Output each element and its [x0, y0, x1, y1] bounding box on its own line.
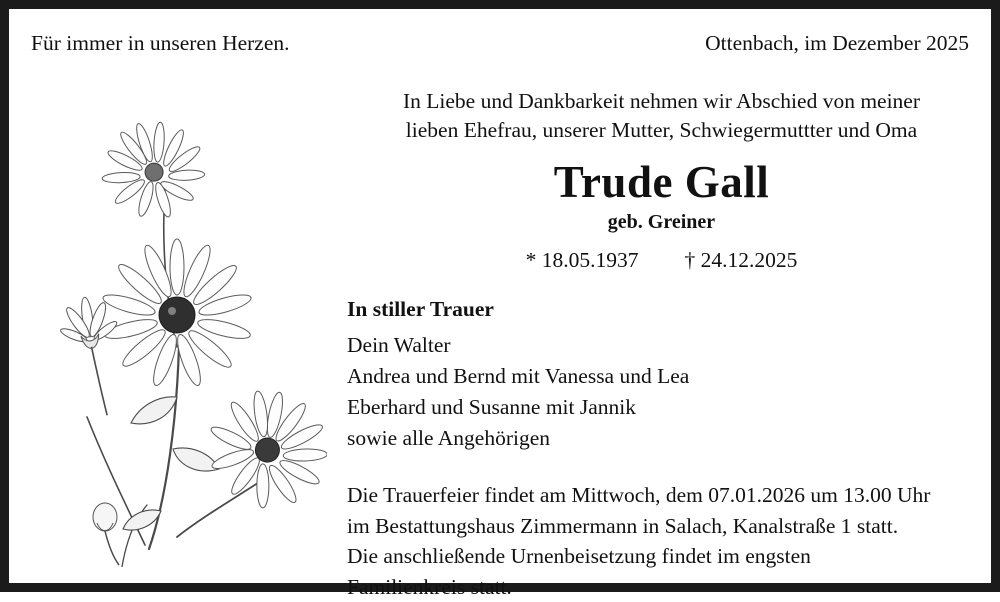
mourning-heading: In stiller Trauer — [347, 296, 494, 321]
deceased-name: Trude Gall — [553, 157, 770, 208]
intro-line-2: lieben Ehefrau, unserer Mutter, Schwiegermuttter und Oma — [405, 118, 918, 143]
mourner-line: sowie alle Angehörigen — [347, 426, 551, 451]
intro-line-1: In Liebe und Dankbarkeit nehmen wir Abschied von meiner — [402, 89, 921, 113]
ceremony-line: Die anschließende Urnenbeisetzung findet im engsten — [347, 544, 811, 569]
announcement-text — [339, 87, 984, 602]
place-date-text: Ottenbach, im Dezember 2025 — [705, 31, 969, 55]
ceremony-details — [339, 480, 984, 602]
birth-date: * 18.05.1937 — [525, 247, 639, 272]
motto-text: Für immer in unseren Herzen. — [31, 31, 290, 55]
maiden-name: geb. Greiner — [607, 210, 716, 233]
ceremony-line: Die Trauerfeier findet am Mittwoch, dem 07.01.2026 um 13.00 Uhr — [347, 483, 931, 508]
mourner-line: Eberhard und Susanne mit Jannik — [347, 395, 637, 420]
obituary-inner — [9, 9, 991, 599]
mourners-list — [339, 330, 984, 455]
ceremony-line: im Bestattungshaus Zimmermann in Salach, Kanalstraße 1 statt. — [347, 513, 899, 538]
mourner-line: Dein Walter — [347, 332, 451, 357]
header — [9, 31, 991, 56]
death-date: † 24.12.2025 — [684, 247, 798, 272]
mourner-line: Andrea und Bernd mit Vanessa und Lea — [347, 363, 690, 388]
ceremony-line: Familienkreis statt. — [347, 574, 512, 599]
life-dates — [339, 248, 984, 273]
intro-block — [339, 87, 984, 145]
daisy-flowers-illustration — [27, 97, 327, 567]
